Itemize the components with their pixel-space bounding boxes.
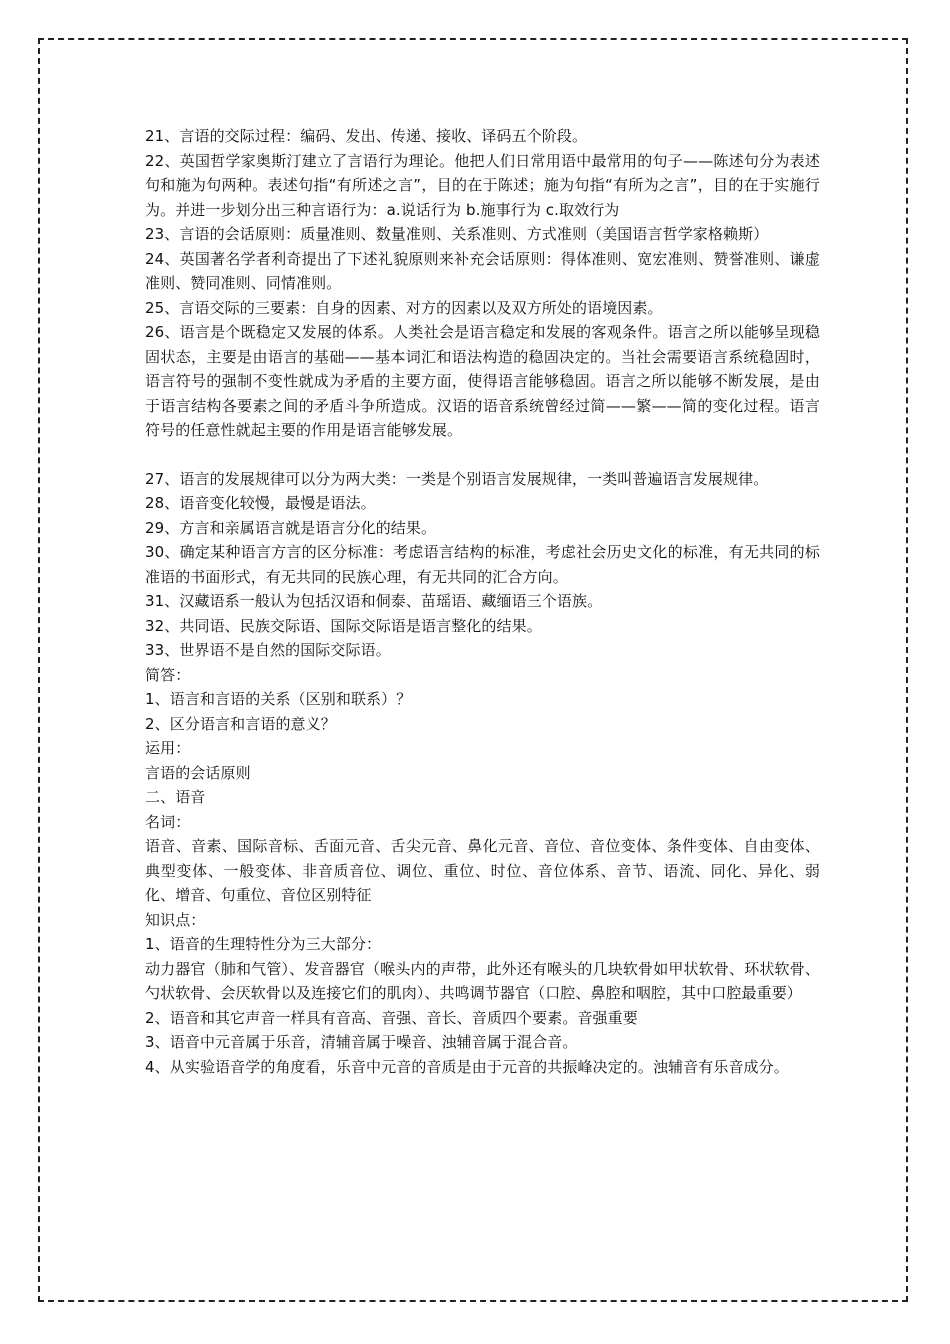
paragraph-27: 27、语言的发展规律可以分为两大类：一类是个别语言发展规律，一类叫普遍语言发展规律。 xyxy=(145,469,769,488)
knowledge-3: 3、语音中元音属于乐音，清辅音属于噪音、浊辅音属于混合音。 xyxy=(145,1033,578,1051)
question-2: 2、区分语言和言语的意义？ xyxy=(145,714,336,733)
paragraph-32: 32、共同语、民族交际语、国际交际语是语言整化的结果。 xyxy=(145,616,542,635)
paragraph-25: 25、言语交际的三要素：自身的因素、对方的因素以及双方所处的语境因素。 xyxy=(145,298,663,317)
paragraph-30: 30、确定某种语言方言的区分标准：考虑语言结构的标准，考虑社会历史文化的标准，有无共同的标准语的书面形式，有无共同的民族心理，有无共同的汇合方向。 xyxy=(145,543,820,586)
paragraph-28: 28、语音变化较慢，最慢是语法。 xyxy=(145,494,376,512)
knowledge-2: 2、语音和其它声音一样具有音高、音强、音长、音质四个要素。音强重要 xyxy=(145,1008,638,1027)
paragraph-26: 26、语言是个既稳定又发展的体系。人类社会是语言稳定和发展的客观条件。语言之所以能够呈现稳固状态，主要是由语言的基础——基本词汇和语法构造的稳固决定的。当社会需要语言系统稳固时，语言符号的强制不变性就成为矛盾的主要方面，使得语言能够稳固。语言之所以能够不断发展，是由于语言结构各要素之间的矛盾斗争所造成。汉语的语音系统曾经过简——繁——简的变化过程。语言符号的任意性就起主要的作用是语言能够发展。 xyxy=(145,323,820,439)
section-label-short-answer: 简答： xyxy=(145,665,191,684)
paragraph-22: 22、英国哲学家奥斯汀建立了言语行为理论。他把人们日常用语中最常用的句子——陈述句分为表述句和施为句两种。表述句指“有所述之言”，目的在于陈述；施为句指“有所为之言”，目的在于实施行为。并进一步划分出三种言语行为：a.说话行为 b.施事行为 c.取效行为 xyxy=(145,151,820,219)
paragraph-33: 33、世界语不是自然的国际交际语。 xyxy=(145,641,391,659)
paragraph-29: 29、方言和亲属语言就是语言分化的结果。 xyxy=(145,518,437,537)
document-body xyxy=(145,124,820,1079)
paragraph-31: 31、汉藏语系一般认为包括汉语和侗泰、苗瑶语、藏缅语三个语族。 xyxy=(145,592,603,610)
terms-list: 语音、音素、国际音标、舌面元音、舌尖元音、鼻化元音、音位、音位变体、条件变体、自由变体、典型变体、一般变体、非音质音位、调位、重位、时位、音位体系、音节、语流、同化、异化、弱化、增音、句重位、音位区别特征 xyxy=(145,837,820,904)
paragraph-24: 24、英国著名学者利奇提出了下述礼貌原则来补充会话原则：得体准则、宽宏准则、赞誉准则、谦虚准则、赞同准则、同情准则。 xyxy=(145,249,820,292)
question-1: 1、语言和言语的关系（区别和联系）？ xyxy=(145,690,412,708)
knowledge-1: 1、语音的生理特性分为三大部分： xyxy=(145,935,382,953)
knowledge-4: 4、从实验语音学的角度看，乐音中元音的音质是由于元音的共振峰决定的。浊辅音有乐音成分。 xyxy=(145,1057,789,1076)
section-label-application: 运用： xyxy=(145,739,191,757)
paragraph-21: 21、言语的交际过程：编码、发出、传递、接收、译码五个阶段。 xyxy=(145,127,588,145)
application-item: 言语的会话原则 xyxy=(145,763,251,782)
chapter-heading-phonetics: 二、语音 xyxy=(145,788,206,806)
section-label-terms: 名词： xyxy=(145,812,191,831)
knowledge-1-detail: 动力器官（肺和气管）、发音器官（喉头内的声带，此外还有喉头的几块软骨如甲状软骨、环状软骨、勺状软骨、会厌软骨以及连接它们的肌肉）、共鸣调节器官（口腔、鼻腔和咽腔，其中口腔最重要） xyxy=(145,959,820,1002)
section-label-knowledge: 知识点： xyxy=(145,910,206,929)
paragraph-23: 23、言语的会话原则：质量准则、数量准则、关系准则、方式准则（美国语言哲学家格赖斯） xyxy=(145,225,769,243)
